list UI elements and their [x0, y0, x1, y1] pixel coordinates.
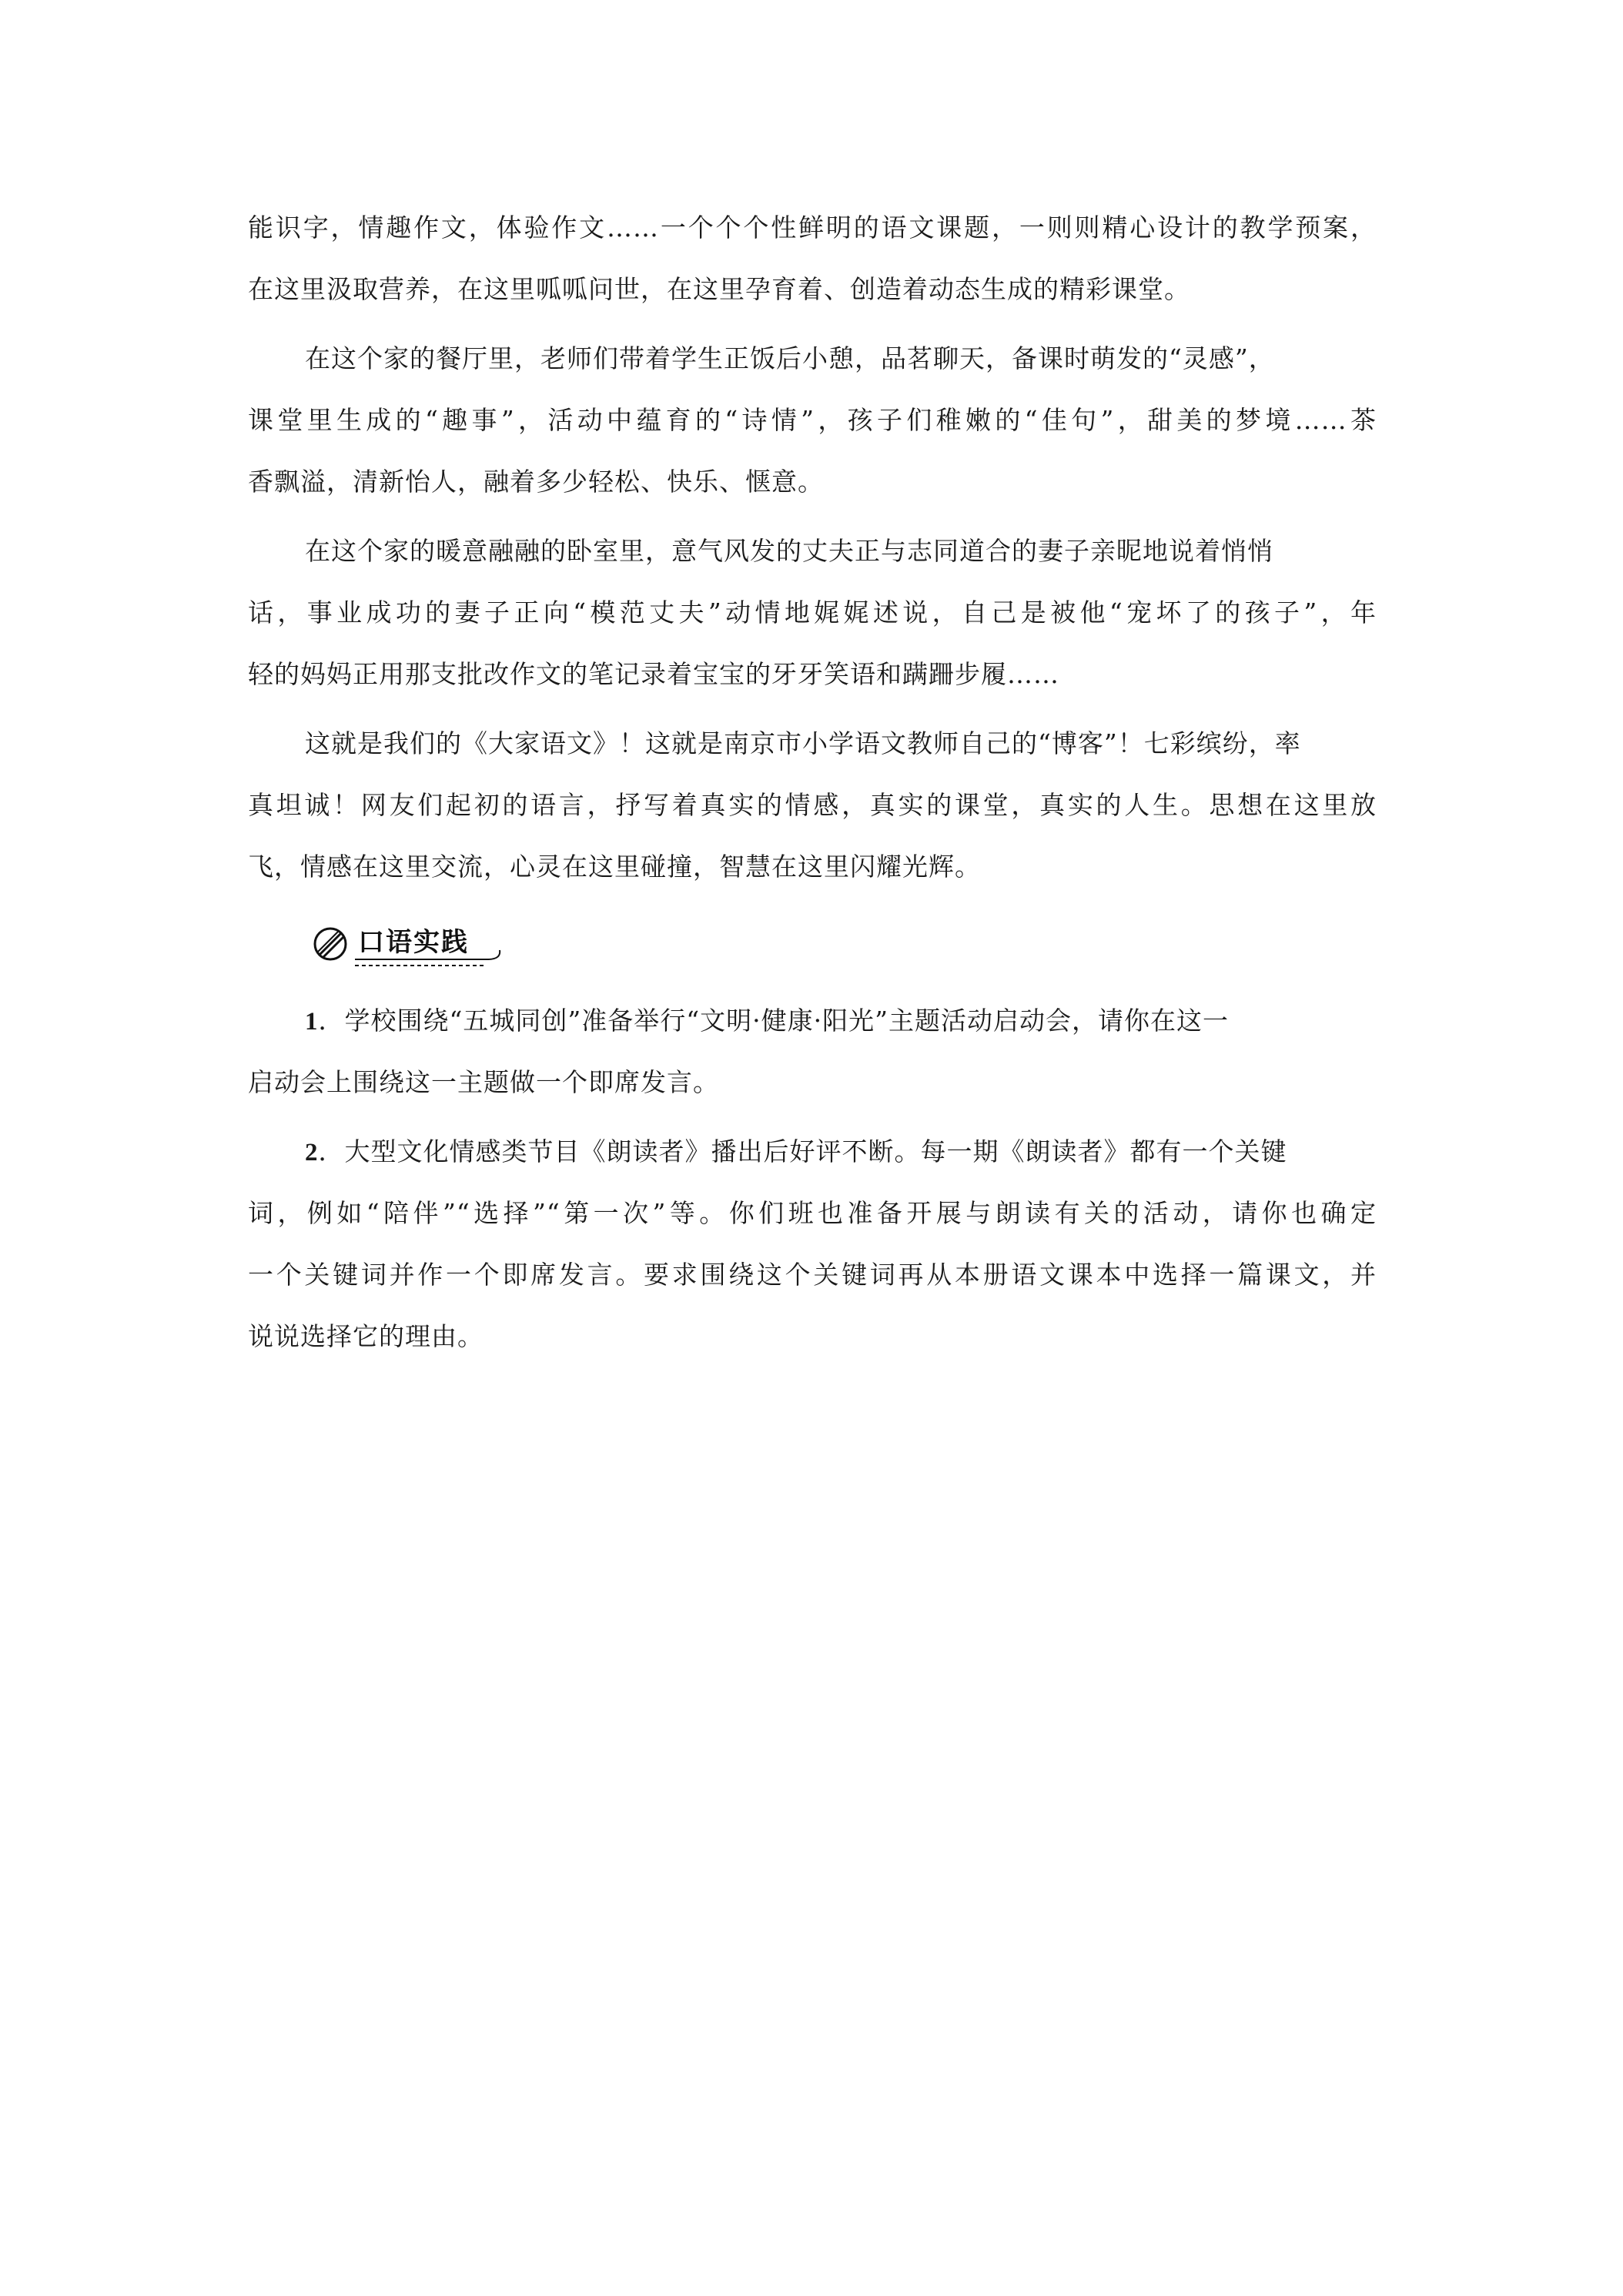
paragraph-line: 真坦诚！网友们起初的语言，抒写着真实的情感，真实的课堂，真实的人生。思想在这里放: [248, 790, 1377, 820]
paragraph-line: 这就是我们的《大家语文》！这就是南京市小学语文教师自己的“博客”！七彩缤纷，率: [305, 728, 1301, 758]
question-line: 一个关键词并作一个即席发言。要求围绕这个关键词再从本册语文课本中选择一篇课文，并: [248, 1260, 1377, 1290]
paragraph-line: 在这个家的餐厅里，老师们带着学生正饭后小憩，品茗聊天，备课时萌发的“灵感”，: [305, 343, 1275, 373]
question-number: 2: [305, 1139, 319, 1166]
question-text: ．学校围绕“五城同创”准备举行“文明·健康·阳光”主题活动启动会，请你在这一: [318, 1006, 1229, 1036]
question-line: 启动会上围绕这一主题做一个即席发言。: [248, 1067, 719, 1097]
section-header: [310, 921, 510, 975]
paragraph-line: 话，事业成功的妻子正向“模范丈夫”动情地娓娓述说，自己是被他“宠坏了的孩子”，年: [248, 597, 1377, 628]
paragraph-line: 飞，情感在这里交流，心灵在这里碰撞，智慧在这里闪耀光辉。: [248, 852, 981, 882]
paragraph-line: 在这个家的暖意融融的卧室里，意气风发的丈夫正与志同道合的妻子亲昵地说着悄悄: [305, 536, 1273, 566]
paragraph-line: 在这里汲取营养，在这里呱呱问世，在这里孕育着、创造着动态生成的精彩课堂。: [248, 274, 1190, 304]
paragraph-line: 能识字，情趣作文，体验作文……一个个个性鲜明的语文课题，一则则精心设计的教学预案，: [248, 213, 1377, 243]
question-line: 说说选择它的理由。: [248, 1321, 484, 1351]
question-line: [305, 1006, 1229, 1037]
section-title: 口语实践: [358, 927, 469, 958]
paragraph-line: 课堂里生成的“趣事”，活动中蕴育的“诗情”，孩子们稚嫩的“佳句”，甜美的梦境……茶: [248, 405, 1377, 435]
paragraph-line: 香飘溢，清新怡人，融着多少轻松、快乐、惬意。: [248, 467, 824, 497]
paragraph-line: 轻的妈妈正用那支批改作文的笔记录着宝宝的牙牙笑语和蹒跚步履……: [248, 659, 1059, 689]
question-number: 1: [305, 1008, 319, 1036]
question-line: 词，例如“陪伴”“选择”“第一次”等。你们班也准备开展与朗读有关的活动，请你也确定: [248, 1198, 1377, 1228]
question-text: ．大型文化情感类节目《朗读者》播出后好评不断。每一期《朗读者》都有一个关键: [318, 1136, 1287, 1166]
question-line: [305, 1136, 1287, 1168]
